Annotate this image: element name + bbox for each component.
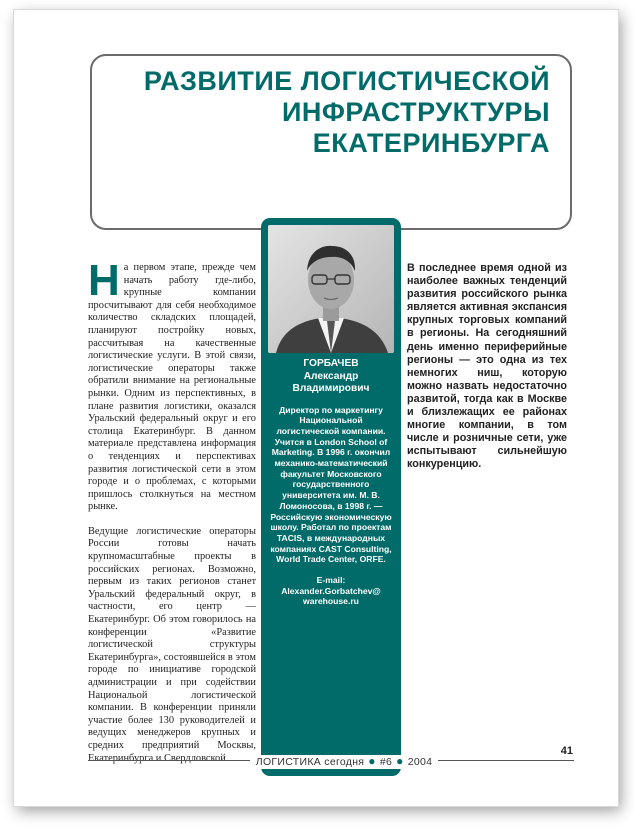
- issue-year: 2004: [407, 756, 433, 768]
- title-frame: [90, 54, 572, 230]
- bullet-icon: ●: [396, 754, 404, 768]
- title-line-1: РАЗВИТИЕ ЛОГИСТИЧЕСКОЙ: [143, 66, 550, 96]
- author-bio: [268, 358, 394, 607]
- magazine-page: [14, 10, 618, 806]
- author-email: [268, 575, 394, 607]
- author-name: [268, 358, 394, 396]
- author-photo: [268, 225, 394, 353]
- author-portrait-image: [268, 225, 394, 353]
- article-lead: В последнее время одной из наиболее важных тенденций развития российского рынка является активная экспансия крупных торговых компаний в регионы. На сегодняшний день именно периферийные регионы — это одна из тех немногих ниш, которую можно назвать недостаточно развитой, тогда как в Москве и близлежащих ее районах многие компании, в том числе и розничные сети, уже испытывают сильнейшую конкуренцию.: [407, 262, 567, 471]
- author-patronymic: Владимирович: [292, 383, 370, 394]
- paragraph-1-text: а первом этапе, прежде чем начать работу где-либо, крупные компании просчитывают для себя необходимое количество складских площадей, планируют постройку новых, рассчитывая на качественные логистические услуги. В этой связи, логистические операторы также обратили внимание на региональные рынки. Одним из перспективных, в плане развития логистики, оказался Уральский федеральный округ и его столица Екатеринбург. В данном материале представлена информация о тенденциях и перспективах развития логистической сети в этом городе и о проблемах, с которыми пришлось столкнуться на местном рынке.: [88, 262, 256, 513]
- page-footer: [250, 755, 438, 769]
- author-surname: ГОРБАЧЕВ: [303, 358, 359, 369]
- email-label: E-mail:: [316, 575, 346, 586]
- title-line-2: ИНФРАСТРУКТУРЫ: [281, 97, 550, 127]
- magazine-name: ЛОГИСТИКА сегодня: [255, 756, 365, 768]
- article-title: [110, 66, 550, 159]
- email-address-line-1[interactable]: Alexander.Gorbatchev@: [281, 585, 381, 596]
- article-paragraph-2: Ведущие логистические операторы России готовы начать крупномасштабные проекты в российских регионах. Возможно, первым из таких регионов станет Уральский федеральный округ, в частности, его центр — Екатеринбург. Об этом говорилось на конференции «Развитие логистической структуры Екатеринбурга», состоявшейся в этом городе по инициативе городской администрации и при содействии Национальой логистической компании. В конференции приняли участие более 130 руководителей и ведущих менеджеров крупных и средних предприятий Москвы, Екатеринбурга и Свердловской: [88, 525, 256, 764]
- email-address-line-2[interactable]: warehouse.ru: [303, 596, 359, 607]
- author-description: Директор по маркетингу Национальной логистической компании. Учится в London School of Marketing. В 1996 г. окончил механико-математический факультет Московского государственного университета им. М. В. Ломоносова, в 1998 г. — Российскую экономическую школу. Работал по проектам TACIS, в международных компаниях CAST Consulting, World Trade Center, ORFE.: [270, 404, 392, 565]
- article-paragraph-1: [88, 256, 256, 514]
- article-column-left: [88, 256, 256, 777]
- bullet-icon: ●: [368, 754, 376, 768]
- drop-cap: Н: [88, 256, 120, 305]
- author-first-name: Александр: [303, 370, 359, 382]
- page-number: 41: [560, 745, 573, 757]
- title-line-3: ЕКАТЕРИНБУРГА: [312, 128, 550, 158]
- issue-number: #6: [379, 756, 393, 768]
